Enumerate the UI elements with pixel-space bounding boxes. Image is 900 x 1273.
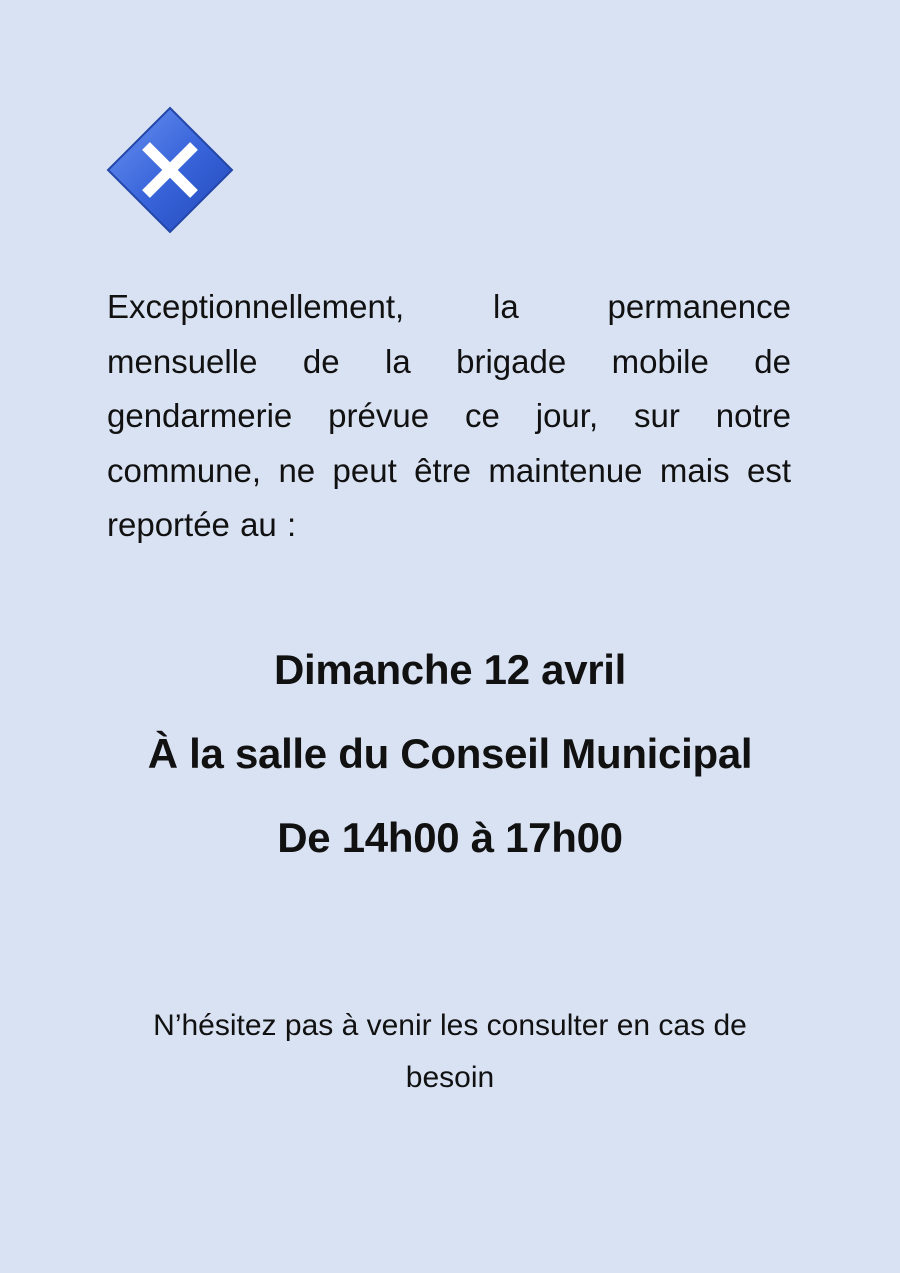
event-date: Dimanche 12 avril xyxy=(273,646,627,693)
event-place: À la salle du Conseil Municipal xyxy=(147,730,753,777)
event-hours: De 14h00 à 17h00 xyxy=(277,814,623,861)
diamond-cross-svg xyxy=(106,106,234,234)
event-details xyxy=(0,628,900,880)
diamond-cross-logo-icon xyxy=(106,106,234,234)
closing-note: N’hésitez pas à venir les consulter en cas de besoin xyxy=(153,1009,747,1094)
intro-paragraph: Exceptionnellement, la permanence mensuelle de la brigade mobile de gendarmerie prévue ce jour, sur notre commune, ne peut être maintenue mais est reportée au : xyxy=(107,288,791,543)
